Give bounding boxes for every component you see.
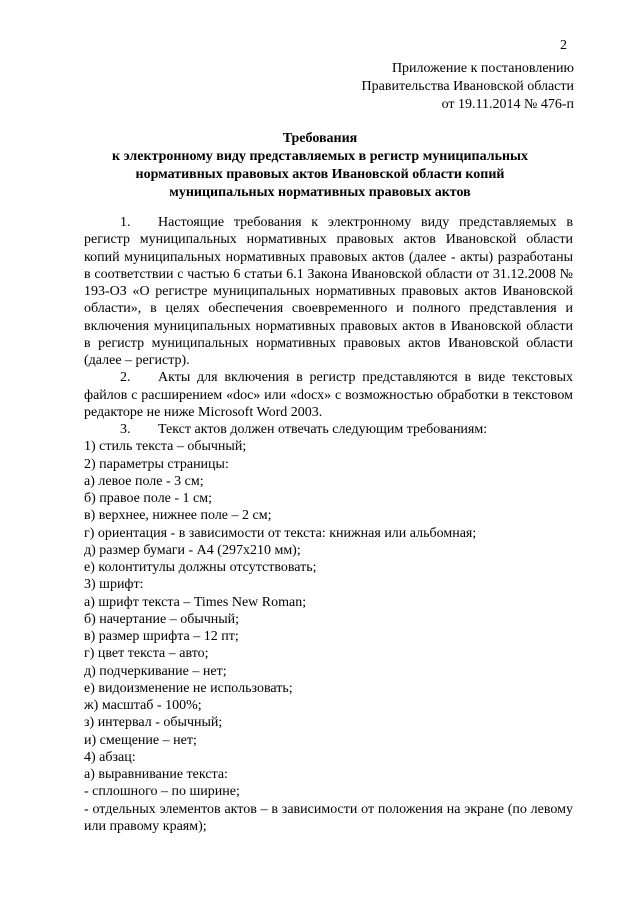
list-item: е) видоизменение не использовать; [84, 680, 293, 696]
title-line-2: к электронному виду представляемых в регистр муниципальных [112, 149, 528, 164]
appendix-header [154, 60, 574, 114]
list-item: 2) параметры страницы: [84, 456, 229, 472]
page-number: 2 [560, 38, 567, 53]
list-item: 4) абзац: [84, 749, 136, 765]
list-item: - отдельных элементов актов – в зависимости от положения на экране (по левому или правому краям); [84, 801, 573, 834]
list-item: а) левое поле - 3 см; [84, 473, 204, 489]
title-line-4: муниципальных нормативных правовых актов [169, 185, 471, 200]
list-item: е) колонтитулы должны отсутствовать; [84, 560, 317, 575]
list-item: г) ориентация - в зависимости от текста: книжная или альбомная; [84, 525, 477, 541]
paragraph-number: 1. [120, 215, 131, 230]
paragraph-3 [84, 421, 573, 438]
document-title [70, 130, 570, 202]
appendix-line-3: от 19.11.2014 № 476-п [441, 97, 574, 112]
title-line-3: нормативных правовых актов Ивановской области копий [135, 167, 505, 182]
paragraph-text: Акты для включения в регистр представляются в виде текстовых файлов с расширением «doc» или «docx» с возможностью обработки в текстовом редакторе не ниже Microsoft Word 2003. [84, 370, 573, 420]
appendix-line-2: Правительства Ивановской области [361, 79, 574, 94]
document-body [84, 214, 573, 835]
list-item: 1) стиль текста – обычный; [84, 439, 247, 455]
paragraph-number: 3. [120, 422, 131, 437]
list-item: - сплошного – по ширине; [84, 784, 240, 800]
title-line-1: Требования [282, 131, 358, 146]
list-item: а) шрифт текста – Times New Roman; [84, 594, 307, 610]
paragraph-text: Текст актов должен отвечать следующим требованиям: [158, 422, 488, 437]
list-item: б) начертание – обычный; [84, 611, 240, 627]
list-item: в) верхнее, нижнее поле – 2 см; [84, 508, 272, 524]
list-item: а) выравнивание текста: [84, 767, 228, 782]
list-item: г) цвет текста – авто; [84, 646, 209, 662]
list-item: д) размер бумаги - А4 (297х210 мм); [84, 542, 301, 558]
list-item: 3) шрифт: [84, 577, 144, 593]
list-item: в) размер шрифта – 12 пт; [84, 629, 239, 644]
list-item: б) правое поле - 1 см; [84, 491, 213, 506]
paragraph-number: 2. [120, 370, 131, 386]
list-item: и) смещение – нет; [84, 732, 197, 748]
list-item: ж) масштаб - 100%; [84, 698, 202, 713]
list-item: з) интервал - обычный; [84, 715, 223, 731]
appendix-line-1: Приложение к постановлению [391, 61, 574, 76]
list-item: д) подчеркивание – нет; [84, 663, 227, 679]
paragraph-2 [84, 369, 573, 421]
paragraph-1 [84, 214, 573, 369]
paragraph-text: Настоящие требования к электронному виду представляемых в регистр муниципальных нормативных правовых актов Ивановской области копий муниципальных нормативных правовых актов (далее - акты) разработаны в соответствии с частью 6 статьи 6.1 Закона Ивановской области от 31.12.2008 № 193-ОЗ «О регистре муниципальных нормативных правовых актов Ивановской области», в целях обеспечения своевременного и полного представления и включения муниципальных нормативных правовых актов в Ивановской области в регистр муниципальных нормативных правовых актов Ивановской области (далее – регистр). [84, 215, 573, 368]
